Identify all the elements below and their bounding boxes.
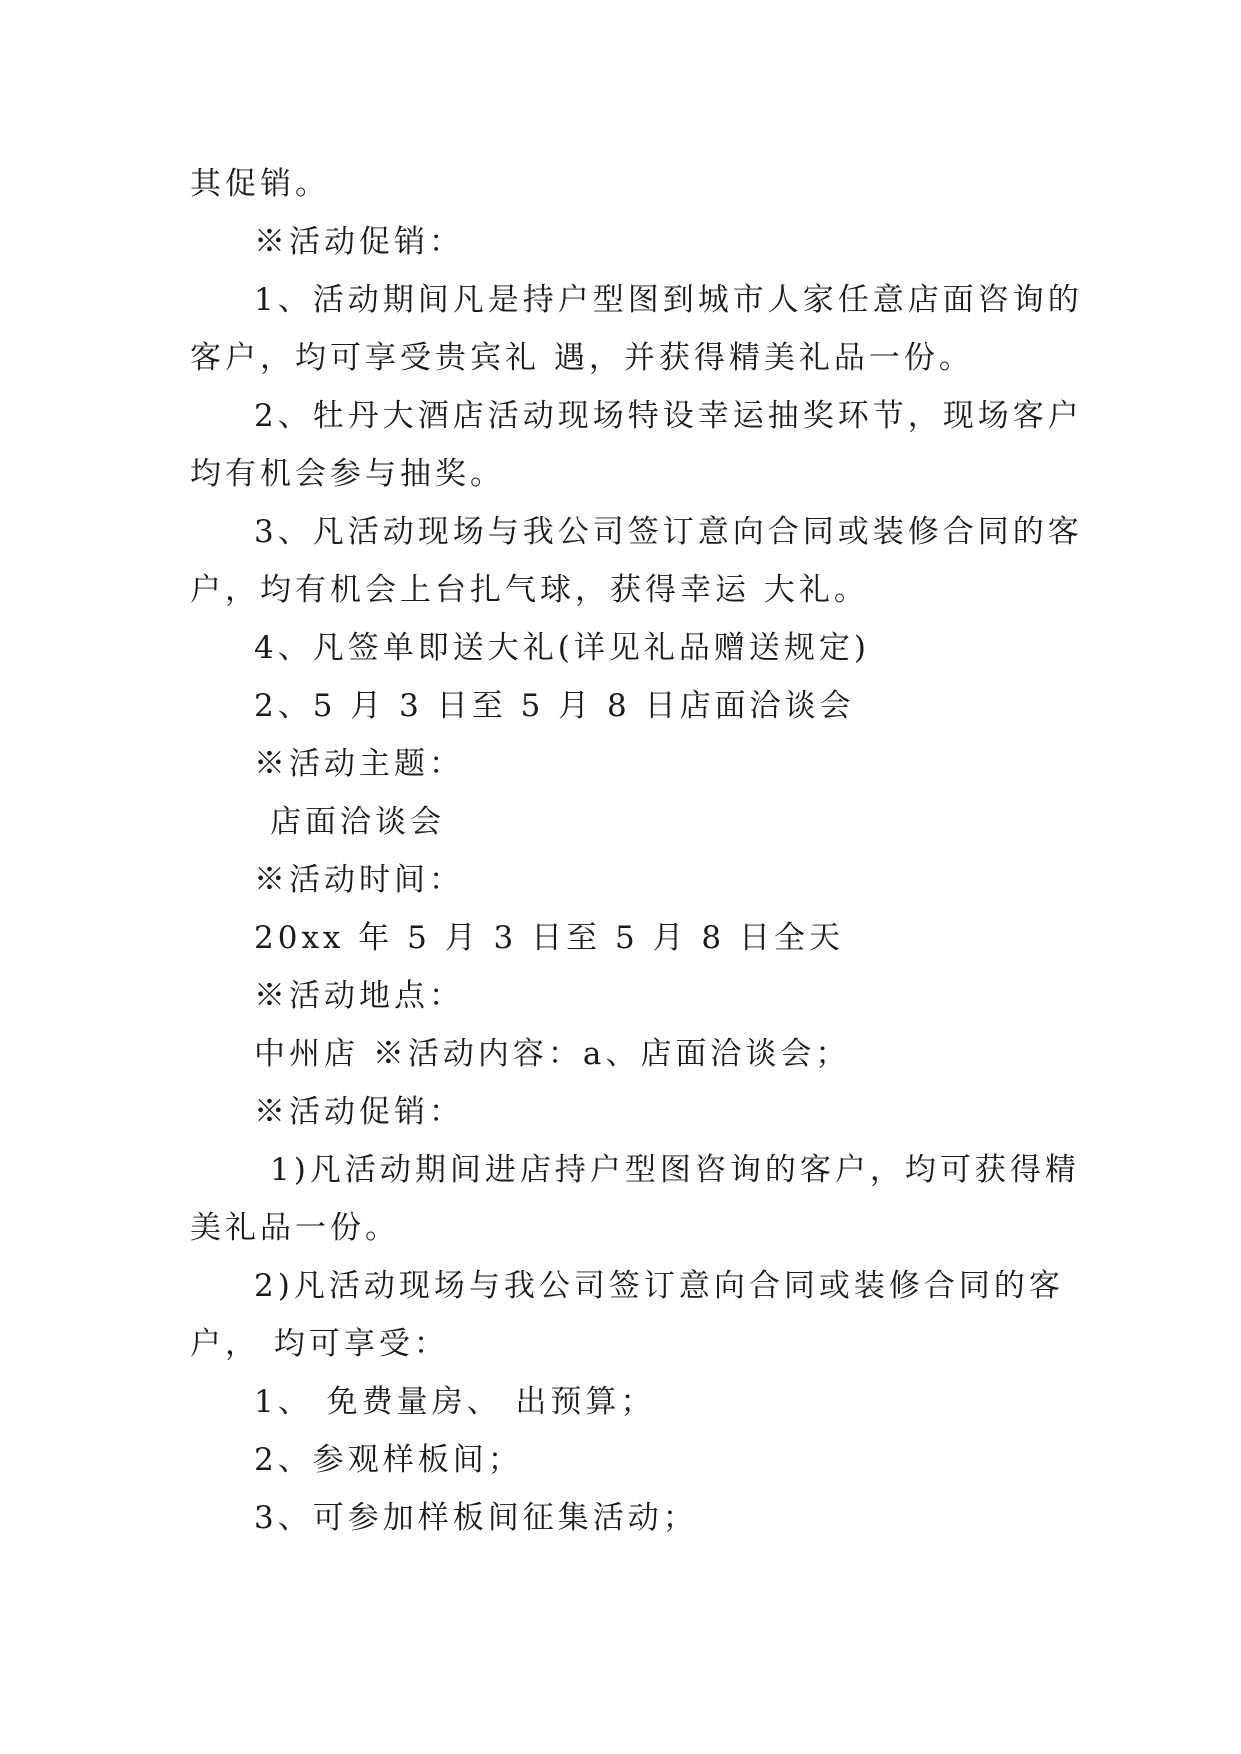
text-line: 户， 均可享受： [190, 1326, 449, 1362]
list-item: 2)凡活动现场与我公司签订意向合同或装修合同的客 [254, 1268, 1064, 1304]
section-heading: ※活动主题： [254, 746, 464, 782]
text-line: 美礼品一份。 [190, 1210, 400, 1246]
text-line: 其促销。 [190, 166, 330, 202]
list-item: 3、凡活动现场与我公司签订意向合同或装修合同的客 [254, 514, 1083, 550]
text-line: 客户，均可享受贵宾礼 遇，并获得精美礼品一份。 [190, 340, 974, 376]
text-line: 均有机会参与抽奖。 [190, 456, 505, 492]
list-item: 3、可参加样板间征集活动； [254, 1500, 698, 1536]
list-item: 2、牡丹大酒店活动现场特设幸运抽奖环节，现场客户 [254, 398, 1083, 434]
section-heading: ※活动地点： [254, 978, 464, 1014]
text-line: 店面洽谈会 [270, 804, 445, 840]
text-line: 中州店 ※活动内容：a、店面洽谈会； [254, 1036, 851, 1072]
text-line: 户，均有机会上台扎气球，获得幸运 大礼。 [190, 572, 869, 608]
list-item: 1、 免费量房、 出预算； [254, 1384, 656, 1420]
section-heading: ※活动促销： [254, 224, 464, 260]
list-item: 2、参观样板间； [254, 1442, 523, 1478]
section-heading: ※活动时间： [254, 862, 464, 898]
list-item: 1、活动期间凡是持户型图到城市人家任意店面咨询的 [254, 282, 1083, 318]
list-item: 1)凡活动期间进店持户型图咨询的客户，均可获得精 [270, 1152, 1080, 1188]
text-line: 20xx 年 5 月 3 日至 5 月 8 日全天 [254, 920, 844, 956]
list-item: 4、凡签单即送大礼(详见礼品赠送规定) [254, 630, 870, 666]
section-title: 2、5 月 3 日至 5 月 8 日店面洽谈会 [254, 688, 855, 724]
section-heading: ※活动促销： [254, 1094, 464, 1130]
